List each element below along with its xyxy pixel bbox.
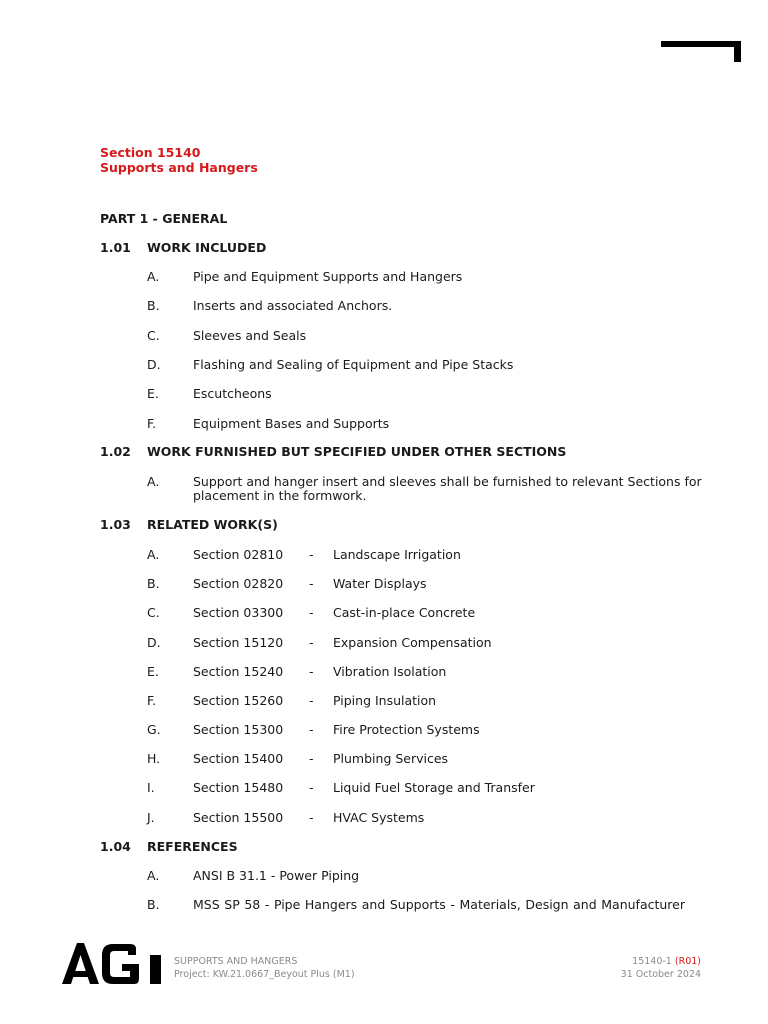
item-letter: H. <box>147 751 161 766</box>
related-description: Liquid Fuel Storage and Transfer <box>333 780 535 795</box>
clause-title: WORK FURNISHED BUT SPECIFIED UNDER OTHER SECTIONS <box>147 444 567 459</box>
list-item: Equipment Bases and Supports <box>193 416 390 431</box>
reference-item: ANSI B 31.1 - Power Piping <box>193 868 360 883</box>
separator-dash: - <box>309 751 314 766</box>
clause-number: 1.01 <box>100 240 131 255</box>
footer-date: 31 October 2024 <box>620 969 701 980</box>
section-number: Section 15140 <box>100 145 201 160</box>
reference-item: MSS SP 58 - Pipe Hangers and Supports - Materials, Design and Manufacturer <box>193 897 685 912</box>
related-description: Expansion Compensation <box>333 635 492 650</box>
item-letter: I. <box>147 780 155 795</box>
footer-doc-title: SUPPORTS AND HANGERS <box>174 956 298 967</box>
separator-dash: - <box>309 635 314 650</box>
item-letter: B. <box>147 576 160 591</box>
page-reference: 15140-1 <box>632 956 672 967</box>
paragraph-line: placement in the formwork. <box>193 488 367 503</box>
related-description: HVAC Systems <box>333 810 425 825</box>
related-description: Plumbing Services <box>333 751 449 766</box>
related-description: Vibration Isolation <box>333 664 447 679</box>
separator-dash: - <box>309 722 314 737</box>
footer-page-info <box>621 955 701 981</box>
separator-dash: - <box>309 664 314 679</box>
revision-badge: (R01) <box>674 956 701 967</box>
item-letter: D. <box>147 635 161 650</box>
corner-crop-mark <box>661 41 741 62</box>
item-letter: A. <box>147 474 160 489</box>
item-letter: E. <box>147 386 159 401</box>
separator-dash: - <box>309 547 314 562</box>
item-letter: A. <box>147 547 160 562</box>
item-letter: F. <box>147 416 157 431</box>
separator-dash: - <box>309 810 314 825</box>
related-section: Section 15400 <box>193 751 284 766</box>
list-item: Pipe and Equipment Supports and Hangers <box>193 269 463 284</box>
related-section: Section 15260 <box>193 693 284 708</box>
related-section: Section 15480 <box>193 780 284 795</box>
related-section: Section 15500 <box>193 810 284 825</box>
related-description: Fire Protection Systems <box>333 722 480 737</box>
item-letter: B. <box>147 298 160 313</box>
item-letter: A. <box>147 868 160 883</box>
clause-number: 1.04 <box>100 839 131 854</box>
separator-dash: - <box>309 780 314 795</box>
list-item: Inserts and associated Anchors. <box>193 298 393 313</box>
paragraph-line: Support and hanger insert and sleeves shall be furnished to relevant Sections for <box>193 474 702 489</box>
related-section: Section 03300 <box>193 605 284 620</box>
item-letter: E. <box>147 664 159 679</box>
agi-logo <box>62 941 162 985</box>
clause-title: REFERENCES <box>147 839 238 854</box>
related-description: Cast-in-place Concrete <box>333 605 476 620</box>
clause-number: 1.02 <box>100 444 131 459</box>
item-letter: B. <box>147 897 160 912</box>
related-section: Section 15240 <box>193 664 284 679</box>
related-section: Section 02820 <box>193 576 284 591</box>
separator-dash: - <box>309 576 314 591</box>
clause-number: 1.03 <box>100 517 131 532</box>
clause-title: WORK INCLUDED <box>147 240 267 255</box>
footer-document-info <box>174 955 355 981</box>
related-description: Piping Insulation <box>333 693 437 708</box>
item-letter: D. <box>147 357 161 372</box>
list-item: Escutcheons <box>193 386 272 401</box>
related-section: Section 02810 <box>193 547 284 562</box>
related-section: Section 15120 <box>193 635 284 650</box>
related-section: Section 15300 <box>193 722 284 737</box>
related-description: Water Displays <box>333 576 427 591</box>
item-letter: F. <box>147 693 157 708</box>
part-heading: PART 1 - GENERAL <box>100 211 228 226</box>
item-letter: C. <box>147 328 160 343</box>
clause-title: RELATED WORK(S) <box>147 517 278 532</box>
section-title: Supports and Hangers <box>100 160 258 175</box>
related-description: Landscape Irrigation <box>333 547 461 562</box>
separator-dash: - <box>309 605 314 620</box>
item-letter: C. <box>147 605 160 620</box>
footer-page-line <box>621 955 701 968</box>
list-item: Flashing and Sealing of Equipment and Pipe Stacks <box>193 357 514 372</box>
footer-project: Project: KW.21.0667_Beyout Plus (M1) <box>174 969 355 980</box>
list-item: Sleeves and Seals <box>193 328 307 343</box>
item-letter: J. <box>147 810 155 825</box>
separator-dash: - <box>309 693 314 708</box>
item-letter: G. <box>147 722 161 737</box>
item-letter: A. <box>147 269 160 284</box>
